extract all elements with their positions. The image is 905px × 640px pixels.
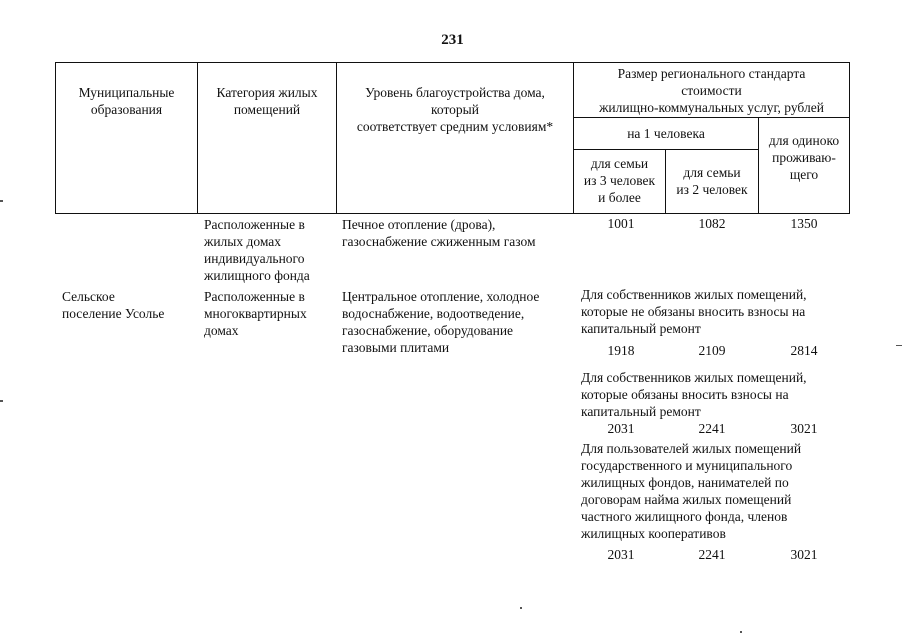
table-header	[55, 62, 850, 214]
group3-value-family3: 2031	[607, 547, 635, 562]
group2-value-family3: 2031	[607, 421, 635, 436]
group3-value-family2: 2241	[698, 547, 726, 562]
scan-mark	[0, 400, 3, 402]
group1-label: Для собственников жилых помещений, которые не обязаны вносить взносы на капитальный ремонт	[581, 287, 807, 336]
scan-mark	[896, 345, 902, 346]
header-family-3: для семьи из 3 человек и более	[583, 156, 656, 205]
row2-category: Расположенные в многоквартирных домах	[204, 289, 307, 338]
group2-label: Для собственников жилых помещений, которые обязаны вносить взносы на капитальный ремонт	[581, 370, 807, 419]
row2-level: Центральное отопление, холодное водоснабжение, водоотведение, газоснабжение, оборудование газовыми плитами	[342, 289, 540, 355]
group1-value-single: 2814	[790, 343, 818, 358]
scan-mark	[0, 200, 3, 202]
header-standard-size: Размер регионального стандарта стоимости жилищно-коммунальных услуг, рублей	[599, 66, 824, 115]
header-single: для одиноко проживаю- щего	[768, 133, 840, 182]
municipality-name: Сельское поселение Усолье	[62, 289, 165, 321]
group1-value-family3: 1918	[607, 343, 635, 358]
scan-mark	[740, 631, 742, 633]
group2-value-family2: 2241	[698, 421, 726, 436]
group1-value-family2: 2109	[698, 343, 726, 358]
header-per-person: на 1 человека	[627, 126, 705, 141]
row1-value-single: 1350	[790, 216, 818, 231]
header-municipality: Муниципальные образования	[78, 85, 175, 117]
row1-level: Печное отопление (дрова), газоснабжение сжиженным газом	[342, 217, 536, 249]
scan-mark	[520, 607, 522, 609]
header-level: Уровень благоустройства дома, который соответствует средним условиям*	[356, 85, 554, 134]
row1-value-family3: 1001	[607, 216, 635, 231]
page-number: 231	[441, 32, 464, 48]
row1-category: Расположенные в жилых домах индивидуального жилищного фонда	[204, 217, 310, 283]
group3-label: Для пользователей жилых помещений государственного и муниципального жилищных фондов, нанимателей по договорам найма жилых помещений частного жилищного фонда, членов жилищных кооперативов	[581, 441, 802, 541]
row1-value-family2: 1082	[698, 216, 726, 231]
header-family-2: для семьи из 2 человек	[676, 165, 748, 197]
group2-value-single: 3021	[790, 421, 818, 436]
group3-value-single: 3021	[790, 547, 818, 562]
header-category: Категория жилых помещений	[216, 85, 318, 117]
